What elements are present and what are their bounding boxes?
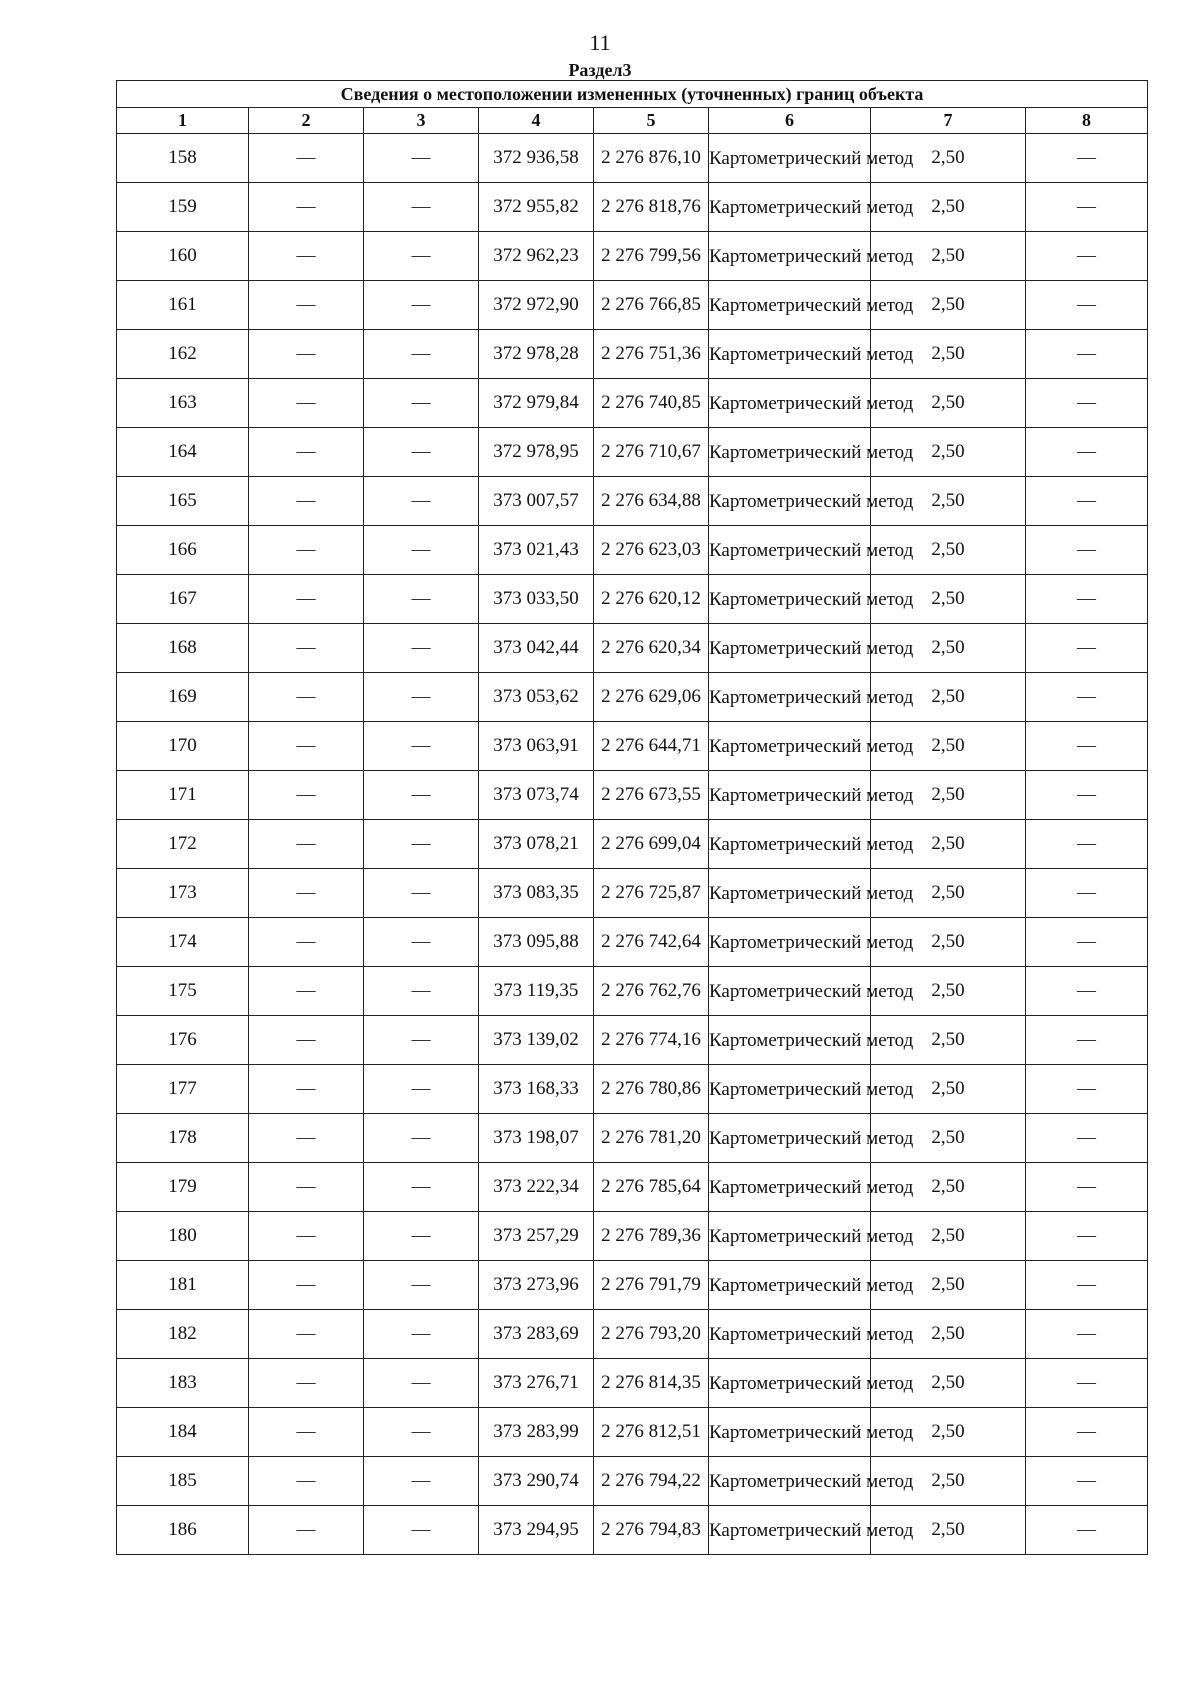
x-coordinate-cell: 372 936,58: [479, 134, 594, 183]
accuracy-cell: 2,50: [871, 1261, 1026, 1310]
point-number-cell: 168: [117, 624, 249, 673]
table-row: [117, 1310, 1148, 1359]
accuracy-cell: 2,50: [871, 1359, 1026, 1408]
method-cell: Картометрический метод: [709, 477, 871, 526]
method-cell: Картометрический метод: [709, 1310, 871, 1359]
y-coordinate-cell: 2 276 634,88: [594, 477, 709, 526]
column-header: 8: [1026, 108, 1148, 134]
table-body: [117, 134, 1148, 1555]
dash-cell: —: [364, 477, 479, 526]
dash-cell: —: [364, 1506, 479, 1555]
table-row: [117, 379, 1148, 428]
point-number-cell: 163: [117, 379, 249, 428]
dash-cell: —: [249, 722, 364, 771]
accuracy-cell: 2,50: [871, 722, 1026, 771]
x-coordinate-cell: 373 283,99: [479, 1408, 594, 1457]
method-cell: Картометрический метод: [709, 722, 871, 771]
method-cell: Картометрический метод: [709, 526, 871, 575]
dash-cell: —: [1026, 1163, 1148, 1212]
accuracy-cell: 2,50: [871, 1212, 1026, 1261]
accuracy-cell: 2,50: [871, 281, 1026, 330]
section-title: Раздел3: [568, 60, 632, 80]
dash-cell: —: [1026, 134, 1148, 183]
table-row: [117, 673, 1148, 722]
y-coordinate-cell: 2 276 818,76: [594, 183, 709, 232]
y-coordinate-cell: 2 276 799,56: [594, 232, 709, 281]
accuracy-cell: 2,50: [871, 918, 1026, 967]
method-cell: Картометрический метод: [709, 1065, 871, 1114]
y-coordinate-cell: 2 276 742,64: [594, 918, 709, 967]
dash-cell: —: [1026, 232, 1148, 281]
dash-cell: —: [249, 1163, 364, 1212]
dash-cell: —: [364, 526, 479, 575]
method-cell: Картометрический метод: [709, 624, 871, 673]
table-row: [117, 477, 1148, 526]
table-row: [117, 1506, 1148, 1555]
y-coordinate-cell: 2 276 789,36: [594, 1212, 709, 1261]
x-coordinate-cell: 373 276,71: [479, 1359, 594, 1408]
x-coordinate-cell: 373 198,07: [479, 1114, 594, 1163]
y-coordinate-cell: 2 276 620,12: [594, 575, 709, 624]
dash-cell: —: [364, 1114, 479, 1163]
column-header: 7: [871, 108, 1026, 134]
dash-cell: —: [1026, 1114, 1148, 1163]
accuracy-cell: 2,50: [871, 1506, 1026, 1555]
point-number-cell: 183: [117, 1359, 249, 1408]
method-cell: Картометрический метод: [709, 281, 871, 330]
x-coordinate-cell: 372 978,28: [479, 330, 594, 379]
dash-cell: —: [364, 575, 479, 624]
dash-cell: —: [364, 624, 479, 673]
accuracy-cell: 2,50: [871, 1408, 1026, 1457]
dash-cell: —: [364, 1163, 479, 1212]
column-header: 4: [479, 108, 594, 134]
dash-cell: —: [249, 526, 364, 575]
dash-cell: —: [1026, 1310, 1148, 1359]
dash-cell: —: [364, 1016, 479, 1065]
dash-cell: —: [249, 134, 364, 183]
accuracy-cell: 2,50: [871, 820, 1026, 869]
accuracy-cell: 2,50: [871, 869, 1026, 918]
dash-cell: —: [249, 624, 364, 673]
dash-cell: —: [249, 1506, 364, 1555]
point-number-cell: 160: [117, 232, 249, 281]
accuracy-cell: 2,50: [871, 428, 1026, 477]
table-row: [117, 1163, 1148, 1212]
y-coordinate-cell: 2 276 644,71: [594, 722, 709, 771]
method-cell: Картометрический метод: [709, 967, 871, 1016]
point-number-cell: 161: [117, 281, 249, 330]
accuracy-cell: 2,50: [871, 1163, 1026, 1212]
x-coordinate-cell: 373 083,35: [479, 869, 594, 918]
accuracy-cell: 2,50: [871, 1114, 1026, 1163]
dash-cell: —: [364, 379, 479, 428]
x-coordinate-cell: 372 978,95: [479, 428, 594, 477]
dash-cell: —: [364, 1310, 479, 1359]
x-coordinate-cell: 373 021,43: [479, 526, 594, 575]
accuracy-cell: 2,50: [871, 134, 1026, 183]
method-cell: Картометрический метод: [709, 1163, 871, 1212]
dash-cell: —: [364, 281, 479, 330]
point-number-cell: 170: [117, 722, 249, 771]
y-coordinate-cell: 2 276 812,51: [594, 1408, 709, 1457]
dash-cell: —: [249, 1114, 364, 1163]
table-row: [117, 967, 1148, 1016]
column-header: 5: [594, 108, 709, 134]
column-header: 2: [249, 108, 364, 134]
dash-cell: —: [364, 1212, 479, 1261]
dash-cell: —: [1026, 673, 1148, 722]
point-number-cell: 180: [117, 1212, 249, 1261]
y-coordinate-cell: 2 276 725,87: [594, 869, 709, 918]
x-coordinate-cell: 373 073,74: [479, 771, 594, 820]
table-row: [117, 624, 1148, 673]
dash-cell: —: [1026, 575, 1148, 624]
x-coordinate-cell: 373 257,29: [479, 1212, 594, 1261]
x-coordinate-cell: 373 063,91: [479, 722, 594, 771]
dash-cell: —: [1026, 1457, 1148, 1506]
table-row: [117, 1359, 1148, 1408]
method-cell: Картометрический метод: [709, 1261, 871, 1310]
dash-cell: —: [1026, 526, 1148, 575]
table-row: [117, 1016, 1148, 1065]
dash-cell: —: [249, 820, 364, 869]
column-header-row: [117, 108, 1148, 134]
accuracy-cell: 2,50: [871, 477, 1026, 526]
dash-cell: —: [249, 1065, 364, 1114]
accuracy-cell: 2,50: [871, 183, 1026, 232]
x-coordinate-cell: 373 222,34: [479, 1163, 594, 1212]
dash-cell: —: [1026, 967, 1148, 1016]
table-row: [117, 1212, 1148, 1261]
accuracy-cell: 2,50: [871, 1016, 1026, 1065]
point-number-cell: 171: [117, 771, 249, 820]
accuracy-cell: 2,50: [871, 526, 1026, 575]
dash-cell: —: [1026, 918, 1148, 967]
method-cell: Картометрический метод: [709, 232, 871, 281]
point-number-cell: 166: [117, 526, 249, 575]
table-row: [117, 1457, 1148, 1506]
y-coordinate-cell: 2 276 781,20: [594, 1114, 709, 1163]
dash-cell: —: [249, 1261, 364, 1310]
point-number-cell: 176: [117, 1016, 249, 1065]
dash-cell: —: [249, 183, 364, 232]
x-coordinate-cell: 372 955,82: [479, 183, 594, 232]
dash-cell: —: [249, 477, 364, 526]
y-coordinate-cell: 2 276 785,64: [594, 1163, 709, 1212]
table-row: [117, 428, 1148, 477]
dash-cell: —: [1026, 330, 1148, 379]
y-coordinate-cell: 2 276 814,35: [594, 1359, 709, 1408]
dash-cell: —: [1026, 869, 1148, 918]
method-cell: Картометрический метод: [709, 771, 871, 820]
y-coordinate-cell: 2 276 780,86: [594, 1065, 709, 1114]
accuracy-cell: 2,50: [871, 232, 1026, 281]
point-number-cell: 181: [117, 1261, 249, 1310]
dash-cell: —: [364, 1359, 479, 1408]
dash-cell: —: [1026, 1408, 1148, 1457]
method-cell: Картометрический метод: [709, 330, 871, 379]
dash-cell: —: [1026, 477, 1148, 526]
dash-cell: —: [364, 1065, 479, 1114]
dash-cell: —: [1026, 1016, 1148, 1065]
x-coordinate-cell: 373 033,50: [479, 575, 594, 624]
dash-cell: —: [1026, 183, 1148, 232]
dash-cell: —: [249, 1359, 364, 1408]
point-number-cell: 178: [117, 1114, 249, 1163]
x-coordinate-cell: 372 979,84: [479, 379, 594, 428]
table-row: [117, 1114, 1148, 1163]
point-number-cell: 177: [117, 1065, 249, 1114]
dash-cell: —: [364, 722, 479, 771]
dash-cell: —: [249, 869, 364, 918]
table-caption: Сведения о местоположении измененных (уточненных) границ объекта: [117, 81, 1148, 108]
dash-cell: —: [1026, 722, 1148, 771]
dash-cell: —: [249, 1408, 364, 1457]
method-cell: Картометрический метод: [709, 918, 871, 967]
x-coordinate-cell: 372 972,90: [479, 281, 594, 330]
accuracy-cell: 2,50: [871, 771, 1026, 820]
dash-cell: —: [249, 1212, 364, 1261]
dash-cell: —: [249, 428, 364, 477]
accuracy-cell: 2,50: [871, 967, 1026, 1016]
dash-cell: —: [364, 232, 479, 281]
dash-cell: —: [249, 1457, 364, 1506]
y-coordinate-cell: 2 276 620,34: [594, 624, 709, 673]
dash-cell: —: [364, 918, 479, 967]
point-number-cell: 169: [117, 673, 249, 722]
coordinates-table: [116, 80, 1148, 1555]
dash-cell: —: [364, 967, 479, 1016]
table-row: [117, 820, 1148, 869]
accuracy-cell: 2,50: [871, 379, 1026, 428]
column-header: 6: [709, 108, 871, 134]
dash-cell: —: [364, 869, 479, 918]
table-row: [117, 1065, 1148, 1114]
point-number-cell: 175: [117, 967, 249, 1016]
point-number-cell: 173: [117, 869, 249, 918]
method-cell: Картометрический метод: [709, 673, 871, 722]
x-coordinate-cell: 373 273,96: [479, 1261, 594, 1310]
dash-cell: —: [249, 281, 364, 330]
point-number-cell: 165: [117, 477, 249, 526]
point-number-cell: 185: [117, 1457, 249, 1506]
x-coordinate-cell: 373 095,88: [479, 918, 594, 967]
method-cell: Картометрический метод: [709, 428, 871, 477]
dash-cell: —: [249, 967, 364, 1016]
dash-cell: —: [1026, 1065, 1148, 1114]
point-number-cell: 159: [117, 183, 249, 232]
dash-cell: —: [364, 183, 479, 232]
x-coordinate-cell: 373 042,44: [479, 624, 594, 673]
method-cell: Картометрический метод: [709, 379, 871, 428]
column-header: 3: [364, 108, 479, 134]
y-coordinate-cell: 2 276 629,06: [594, 673, 709, 722]
method-cell: Картометрический метод: [709, 1212, 871, 1261]
x-coordinate-cell: 373 283,69: [479, 1310, 594, 1359]
x-coordinate-cell: 373 290,74: [479, 1457, 594, 1506]
dash-cell: —: [1026, 379, 1148, 428]
accuracy-cell: 2,50: [871, 1065, 1026, 1114]
table-row: [117, 1261, 1148, 1310]
y-coordinate-cell: 2 276 793,20: [594, 1310, 709, 1359]
table-row: [117, 1408, 1148, 1457]
dash-cell: —: [364, 134, 479, 183]
x-coordinate-cell: 373 168,33: [479, 1065, 594, 1114]
x-coordinate-cell: 372 962,23: [479, 232, 594, 281]
table-row: [117, 575, 1148, 624]
accuracy-cell: 2,50: [871, 330, 1026, 379]
dash-cell: —: [249, 379, 364, 428]
method-cell: Картометрический метод: [709, 1457, 871, 1506]
method-cell: Картометрический метод: [709, 1359, 871, 1408]
y-coordinate-cell: 2 276 794,22: [594, 1457, 709, 1506]
y-coordinate-cell: 2 276 876,10: [594, 134, 709, 183]
page-number: 11: [589, 30, 611, 55]
x-coordinate-cell: 373 294,95: [479, 1506, 594, 1555]
table-row: [117, 281, 1148, 330]
y-coordinate-cell: 2 276 762,76: [594, 967, 709, 1016]
dash-cell: —: [249, 1016, 364, 1065]
column-header: 1: [117, 108, 249, 134]
y-coordinate-cell: 2 276 699,04: [594, 820, 709, 869]
point-number-cell: 162: [117, 330, 249, 379]
dash-cell: —: [1026, 1359, 1148, 1408]
dash-cell: —: [1026, 820, 1148, 869]
dash-cell: —: [249, 1310, 364, 1359]
point-number-cell: 167: [117, 575, 249, 624]
point-number-cell: 179: [117, 1163, 249, 1212]
accuracy-cell: 2,50: [871, 1457, 1026, 1506]
point-number-cell: 182: [117, 1310, 249, 1359]
x-coordinate-cell: 373 007,57: [479, 477, 594, 526]
y-coordinate-cell: 2 276 623,03: [594, 526, 709, 575]
method-cell: Картометрический метод: [709, 1506, 871, 1555]
point-number-cell: 172: [117, 820, 249, 869]
dash-cell: —: [1026, 1212, 1148, 1261]
table-row: [117, 722, 1148, 771]
accuracy-cell: 2,50: [871, 673, 1026, 722]
dash-cell: —: [364, 1261, 479, 1310]
accuracy-cell: 2,50: [871, 575, 1026, 624]
table-row: [117, 134, 1148, 183]
dash-cell: —: [364, 820, 479, 869]
x-coordinate-cell: 373 119,35: [479, 967, 594, 1016]
dash-cell: —: [364, 428, 479, 477]
table-row: [117, 183, 1148, 232]
y-coordinate-cell: 2 276 766,85: [594, 281, 709, 330]
dash-cell: —: [364, 771, 479, 820]
point-number-cell: 184: [117, 1408, 249, 1457]
x-coordinate-cell: 373 053,62: [479, 673, 594, 722]
dash-cell: —: [364, 673, 479, 722]
dash-cell: —: [249, 918, 364, 967]
x-coordinate-cell: 373 078,21: [479, 820, 594, 869]
point-number-cell: 186: [117, 1506, 249, 1555]
dash-cell: —: [249, 330, 364, 379]
table-row: [117, 918, 1148, 967]
dash-cell: —: [1026, 771, 1148, 820]
y-coordinate-cell: 2 276 740,85: [594, 379, 709, 428]
dash-cell: —: [364, 1408, 479, 1457]
accuracy-cell: 2,50: [871, 624, 1026, 673]
table-row: [117, 771, 1148, 820]
method-cell: Картометрический метод: [709, 1016, 871, 1065]
table-row: [117, 526, 1148, 575]
y-coordinate-cell: 2 276 791,79: [594, 1261, 709, 1310]
method-cell: Картометрический метод: [709, 820, 871, 869]
method-cell: Картометрический метод: [709, 1114, 871, 1163]
y-coordinate-cell: 2 276 794,83: [594, 1506, 709, 1555]
point-number-cell: 164: [117, 428, 249, 477]
y-coordinate-cell: 2 276 710,67: [594, 428, 709, 477]
table-row: [117, 869, 1148, 918]
dash-cell: —: [364, 1457, 479, 1506]
method-cell: Картометрический метод: [709, 134, 871, 183]
dash-cell: —: [249, 673, 364, 722]
method-cell: Картометрический метод: [709, 575, 871, 624]
point-number-cell: 158: [117, 134, 249, 183]
table-row: [117, 330, 1148, 379]
accuracy-cell: 2,50: [871, 1310, 1026, 1359]
dash-cell: —: [1026, 1261, 1148, 1310]
y-coordinate-cell: 2 276 751,36: [594, 330, 709, 379]
dash-cell: —: [1026, 624, 1148, 673]
method-cell: Картометрический метод: [709, 1408, 871, 1457]
dash-cell: —: [1026, 281, 1148, 330]
dash-cell: —: [364, 330, 479, 379]
dash-cell: —: [249, 232, 364, 281]
table-row: [117, 232, 1148, 281]
method-cell: Картометрический метод: [709, 183, 871, 232]
method-cell: Картометрический метод: [709, 869, 871, 918]
y-coordinate-cell: 2 276 774,16: [594, 1016, 709, 1065]
x-coordinate-cell: 373 139,02: [479, 1016, 594, 1065]
dash-cell: —: [1026, 428, 1148, 477]
y-coordinate-cell: 2 276 673,55: [594, 771, 709, 820]
dash-cell: —: [249, 575, 364, 624]
dash-cell: —: [1026, 1506, 1148, 1555]
point-number-cell: 174: [117, 918, 249, 967]
dash-cell: —: [249, 771, 364, 820]
